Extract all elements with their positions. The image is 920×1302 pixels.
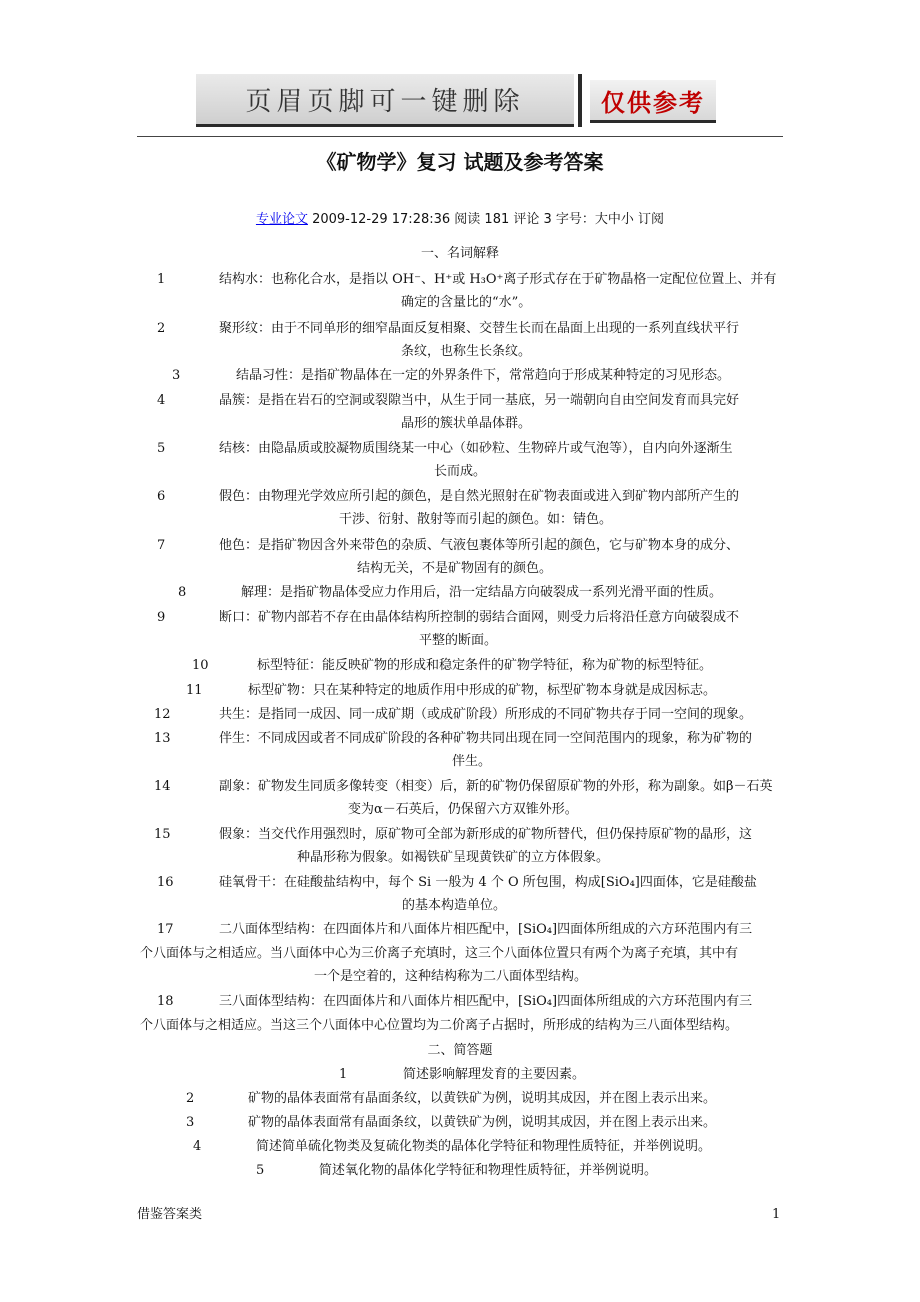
definition-line: 晶簇：是指在岩石的空洞或裂隙当中，从生于同一基底，另一端朝向自由空间发育而具完好 (219, 393, 740, 408)
header-banner-text: 页眉页脚可一键删除 (245, 86, 525, 117)
page-number: 1 (772, 1207, 781, 1222)
question-line: 矿物的晶体表面常有晶面条纹，以黄铁矿为例，说明其成因，并在图上表示出来。 (248, 1115, 717, 1130)
footer-category: 借鉴答案类 (137, 1207, 203, 1222)
definition-line: 一个是空着的，这种结构称为二八面体型结构。 (314, 969, 588, 984)
definition-line: 结晶习性：是指矿物晶体在一定的外界条件下，常常趋向于形成某种特定的习见形态。 (236, 368, 731, 383)
item-number: 1 (157, 272, 166, 287)
item-number: 4 (157, 393, 166, 408)
header-divider (578, 74, 582, 127)
item-number: 10 (192, 658, 209, 673)
definition-line: 结核：由隐晶质或胶凝物质围绕某一中心（如砂粒、生物碎片或气泡等），自内向外逐渐生 (219, 441, 733, 456)
section-heading-definitions: 一、名词解释 (420, 246, 499, 261)
definition-line: 伴生：不同成因或者不同成矿阶段的各种矿物共同出现在同一空间范围内的现象，称为矿物的 (219, 731, 753, 746)
definition-line: 变为α－石英后，仍保留六方双锥外形。 (348, 802, 578, 817)
definition-line: 解理：是指矿物晶体受应力作用后，沿一定结晶方向破裂成一系列光滑平面的性质。 (241, 585, 723, 600)
definition-line: 个八面体与之相适应。当八面体中心为三价离子充填时，这三个八面体位置只有两个为离子充填，其中有 (140, 946, 739, 961)
definition-line: 确定的含量比的“水”。 (401, 295, 532, 310)
item-number: 6 (157, 489, 166, 504)
item-number: 8 (178, 585, 187, 600)
definition-line: 标型特征：能反映矿物的形成和稳定条件的矿物学特征，称为矿物的标型特征。 (257, 658, 713, 673)
article-meta-info: 2009-12-29 17:28:36 阅读 181 评论 3 字号：大中小 订阅 (307, 212, 665, 227)
definition-line: 聚形纹：由于不同单形的细窄晶面反复相聚、交替生长而在晶面上出现的一系列直线状平行 (219, 321, 740, 336)
question-line: 矿物的晶体表面常有晶面条纹，以黄铁矿为例，说明其成因，并在图上表示出来。 (248, 1091, 717, 1106)
definition-line: 共生：是指同一成因、同一成矿期（或成矿阶段）所形成的不同矿物共存于同一空间的现象。 (219, 707, 753, 722)
item-number: 5 (157, 441, 166, 456)
reference-badge-text: 仅供参考 (601, 88, 705, 117)
reference-badge (590, 80, 716, 123)
header-banner (196, 74, 720, 124)
item-number: 14 (154, 779, 171, 794)
definition-line: 假象：当交代作用强烈时，原矿物可全部为新形成的矿物所替代，但仍保持原矿物的晶形，这 (219, 827, 753, 842)
item-number: 15 (154, 827, 171, 842)
definition-line: 断口：矿物内部若不存在由晶体结构所控制的弱结合面网，则受力后将沿任意方向破裂成不 (219, 610, 740, 625)
question-line: 简述简单硫化物类及复硫化物类的晶体化学特征和物理性质特征，并举例说明。 (256, 1139, 712, 1154)
article-meta (0, 210, 920, 230)
section-heading-questions: 二、简答题 (427, 1043, 493, 1058)
definition-line: 硅氧骨干：在硅酸盐结构中，每个 Si 一般为 4 个 O 所包围，构成[SiO₄]四面体，它是硅酸盐 (219, 875, 757, 890)
definition-line: 晶形的簇状单晶体群。 (401, 416, 532, 431)
definition-line: 长而成。 (434, 464, 487, 479)
definition-line: 标型矿物：只在某种特定的地质作用中形成的矿物，标型矿物本身就是成因标志。 (248, 683, 717, 698)
item-number: 18 (157, 994, 174, 1009)
header-rule (137, 136, 783, 137)
document-title: 《矿物学》复习 试题及参考答案 (316, 150, 604, 174)
item-number: 7 (157, 538, 166, 553)
definition-line: 的基本构造单位。 (402, 898, 507, 913)
item-number: 1 (339, 1067, 348, 1082)
item-number: 17 (157, 922, 174, 937)
definition-line: 三八面体型结构：在四面体片和八面体片相匹配中，[SiO₄]四面体所组成的六方环范围内有三 (219, 994, 753, 1009)
item-number: 5 (256, 1163, 265, 1178)
item-number: 9 (157, 610, 166, 625)
definition-line: 伴生。 (452, 754, 492, 769)
definition-line: 二八面体型结构：在四面体片和八面体片相匹配中，[SiO₄]四面体所组成的六方环范围内有三 (219, 922, 753, 937)
item-number: 3 (172, 368, 181, 383)
definition-line: 结构水：也称化合水，是指以 OH⁻、H⁺或 H₃O⁺离子形式存在于矿物晶格一定配位位置上、并有 (219, 272, 777, 287)
item-number: 16 (157, 875, 174, 890)
item-number: 13 (154, 731, 171, 746)
item-number: 12 (154, 707, 171, 722)
definition-line: 平整的断面。 (419, 633, 498, 648)
item-number: 11 (186, 683, 203, 698)
item-number: 2 (157, 321, 166, 336)
definition-line: 副象：矿物发生同质多像转变（相变）后，新的矿物仍保留原矿物的外形，称为副象。如β－石英 (219, 779, 773, 794)
definition-line: 种晶形称为假象。如褐铁矿呈现黄铁矿的立方体假象。 (297, 850, 610, 865)
item-number: 4 (193, 1139, 202, 1154)
definition-line: 个八面体与之相适应。当这三个八面体中心位置均为二价离子占据时，所形成的结构为三八面体型结构。 (140, 1018, 739, 1033)
question-line: 简述氧化物的晶体化学特征和物理性质特征，并举例说明。 (319, 1163, 658, 1178)
definition-line: 条纹，也称生长条纹。 (401, 344, 532, 359)
header-banner-box (196, 74, 574, 127)
question-line: 简述影响解理发育的主要因素。 (403, 1067, 586, 1082)
item-number: 3 (186, 1115, 195, 1130)
definition-line: 假色：由物理光学效应所引起的颜色，是自然光照射在矿物表面或进入到矿物内部所产生的 (219, 489, 740, 504)
definition-line: 干涉、衍射、散射等而引起的颜色。如：锖色。 (339, 512, 613, 527)
category-link[interactable]: 专业论文 (255, 212, 308, 227)
definition-line: 他色：是指矿物因含外来带色的杂质、气液包裹体等所引起的颜色，它与矿物本身的成分、 (219, 538, 740, 553)
item-number: 2 (186, 1091, 195, 1106)
definition-line: 结构无关，不是矿物固有的颜色。 (357, 561, 553, 576)
